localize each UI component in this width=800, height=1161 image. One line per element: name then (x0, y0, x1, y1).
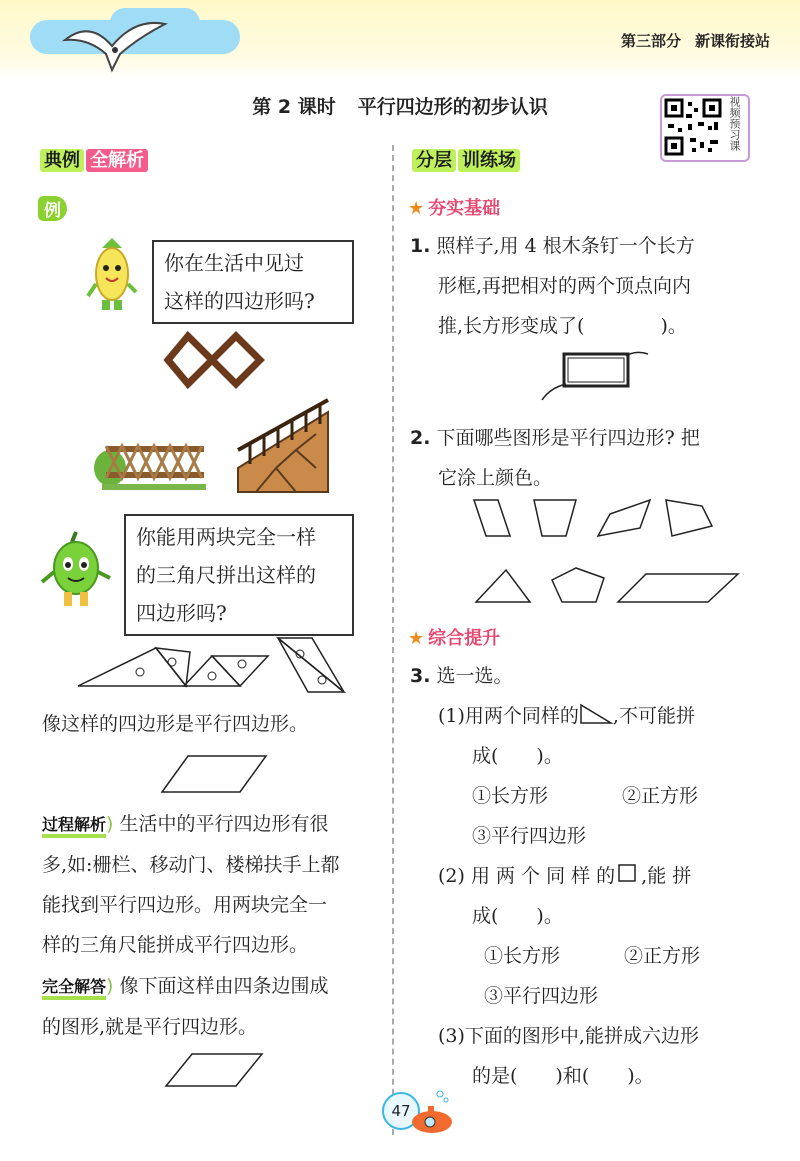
q3-1-text-b: ,不可能拼 (612, 705, 695, 727)
answer-line1: 像下面这样由四条边围成 (119, 975, 329, 997)
q1-line2: 形框,再把相对的两个顶点向内 (438, 275, 692, 297)
banner-word-b: 训练场 (458, 149, 520, 172)
tag-separator: ) (106, 813, 120, 835)
q2-number: 2. (410, 427, 431, 449)
analysis-line3: 能找到平行四边形。用两块完全一 (42, 894, 328, 916)
q3-1-text-c[interactable]: 成( )。 (472, 745, 563, 767)
q3-1-text-a: (1)用两个同样的 (438, 705, 579, 727)
parallelogram-answer-figure (164, 1052, 264, 1088)
example-tag: 例 (38, 196, 67, 221)
q3-1-option2[interactable]: ②正方形 (622, 785, 699, 807)
rectangle-frame-hands-illustration (540, 348, 650, 404)
shape-g[interactable] (618, 574, 738, 602)
banner-word-a: 分层 (412, 149, 456, 172)
folding-gate-illustration (164, 330, 264, 390)
star-icon: ★ (408, 198, 425, 219)
q3-2-option1[interactable]: ①长方形 (484, 945, 561, 967)
q3-3-text-b[interactable]: 的是( )和( )。 (472, 1065, 654, 1087)
section-label: 新课衔接站 (694, 32, 770, 50)
shape-e[interactable] (476, 570, 530, 602)
triangle-rulers-illustration (76, 634, 348, 698)
q3-2-text-b: ,能 拼 (641, 865, 692, 887)
q1-number: 1. (410, 235, 431, 257)
seagull-icon (60, 10, 170, 80)
statement-text: 像这样的四边形是平行四边形。 (42, 713, 309, 735)
bubble2-line1: 你能用两块完全一样 (136, 525, 316, 549)
lesson-title: 平行四边形的初步认识 (357, 96, 548, 118)
q3-3-text-a: (3)下面的图形中,能拼成六边形 (438, 1025, 699, 1047)
section-tag (607, 30, 770, 51)
question-1 (410, 226, 770, 346)
analysis-label: 过程解析 (42, 815, 106, 838)
lesson-number: 第 2 课时 (252, 96, 336, 118)
banner-word-b: 全解析 (86, 149, 148, 172)
bubble1-line2: 这样的四边形吗? (164, 289, 315, 313)
answer-line2: 的图形,就是平行四边形。 (42, 1016, 258, 1038)
tag-separator: ) (106, 975, 120, 997)
quadrilateral-shapes (472, 496, 744, 610)
bubble2-line2: 的三角尺拼出这样的 (136, 563, 316, 587)
analysis-line1: 生活中的平行四边形有很 (119, 813, 329, 835)
shape-c[interactable] (598, 500, 650, 536)
submarine-icon (410, 1088, 454, 1136)
q3-2-option3[interactable]: ③平行四边形 (484, 985, 599, 1007)
corn-character-icon (84, 234, 140, 314)
q3-2-text-a: (2) 用 两 个 同 样 的 (438, 865, 616, 887)
qr-code-icon[interactable] (664, 98, 722, 156)
right-banner (406, 148, 526, 174)
advanced-section-title (408, 624, 500, 650)
q2-line1: 下面哪些图形是平行四边形? 把 (436, 427, 700, 449)
part-label: 第三部分 (620, 32, 681, 50)
analysis-line2: 多,如:栅栏、移动门、楼梯扶手上都 (42, 854, 340, 876)
staircase-illustration (236, 404, 330, 494)
q3-2-option2[interactable]: ②正方形 (624, 945, 701, 967)
page-number: 47 (382, 1092, 420, 1130)
basic-section-title (408, 194, 500, 220)
q3-number: 3. (410, 665, 431, 687)
video-label: 视频预习课 (728, 96, 741, 151)
question-3 (410, 656, 780, 1096)
question-2 (410, 418, 770, 498)
answer-block (42, 966, 388, 1047)
speech-bubble-2 (124, 514, 354, 636)
q3-1-option3[interactable]: ③平行四边形 (472, 825, 587, 847)
basic-title-text: 夯实基础 (428, 198, 501, 219)
star-icon: ★ (408, 628, 425, 649)
analysis-line4: 样的三角尺能拼成平行四边形。 (42, 934, 309, 956)
square-icon (617, 863, 639, 885)
shape-f[interactable] (552, 568, 604, 602)
right-triangle-icon (579, 703, 613, 725)
column-divider (392, 145, 394, 1135)
bubble2-line3: 四边形吗? (136, 601, 227, 625)
shape-a[interactable] (474, 500, 510, 536)
parallelogram-figure (160, 754, 270, 796)
speech-bubble-1 (152, 240, 354, 324)
fence-illustration (92, 428, 208, 492)
q3-1-option1[interactable]: ①长方形 (472, 785, 549, 807)
q2-line2: 它涂上颜色。 (438, 467, 553, 489)
q1-line1: 照样子,用 4 根木条钉一个长方 (436, 235, 695, 257)
left-banner (34, 148, 154, 174)
answer-label: 完全解答 (42, 977, 106, 1000)
q3-2-text-c[interactable]: 成( )。 (472, 905, 563, 927)
shape-d[interactable] (666, 500, 712, 536)
q1-line3[interactable]: 推,长方形变成了( )。 (438, 315, 687, 337)
q3-line1: 选一选。 (436, 665, 513, 687)
banner-word-a: 典例 (40, 149, 84, 172)
pepper-character-icon (40, 528, 112, 612)
advanced-title-text: 综合提升 (428, 628, 501, 649)
analysis-block (42, 804, 388, 965)
shape-b[interactable] (534, 500, 576, 536)
bubble1-line1: 你在生活中见过 (164, 251, 304, 275)
